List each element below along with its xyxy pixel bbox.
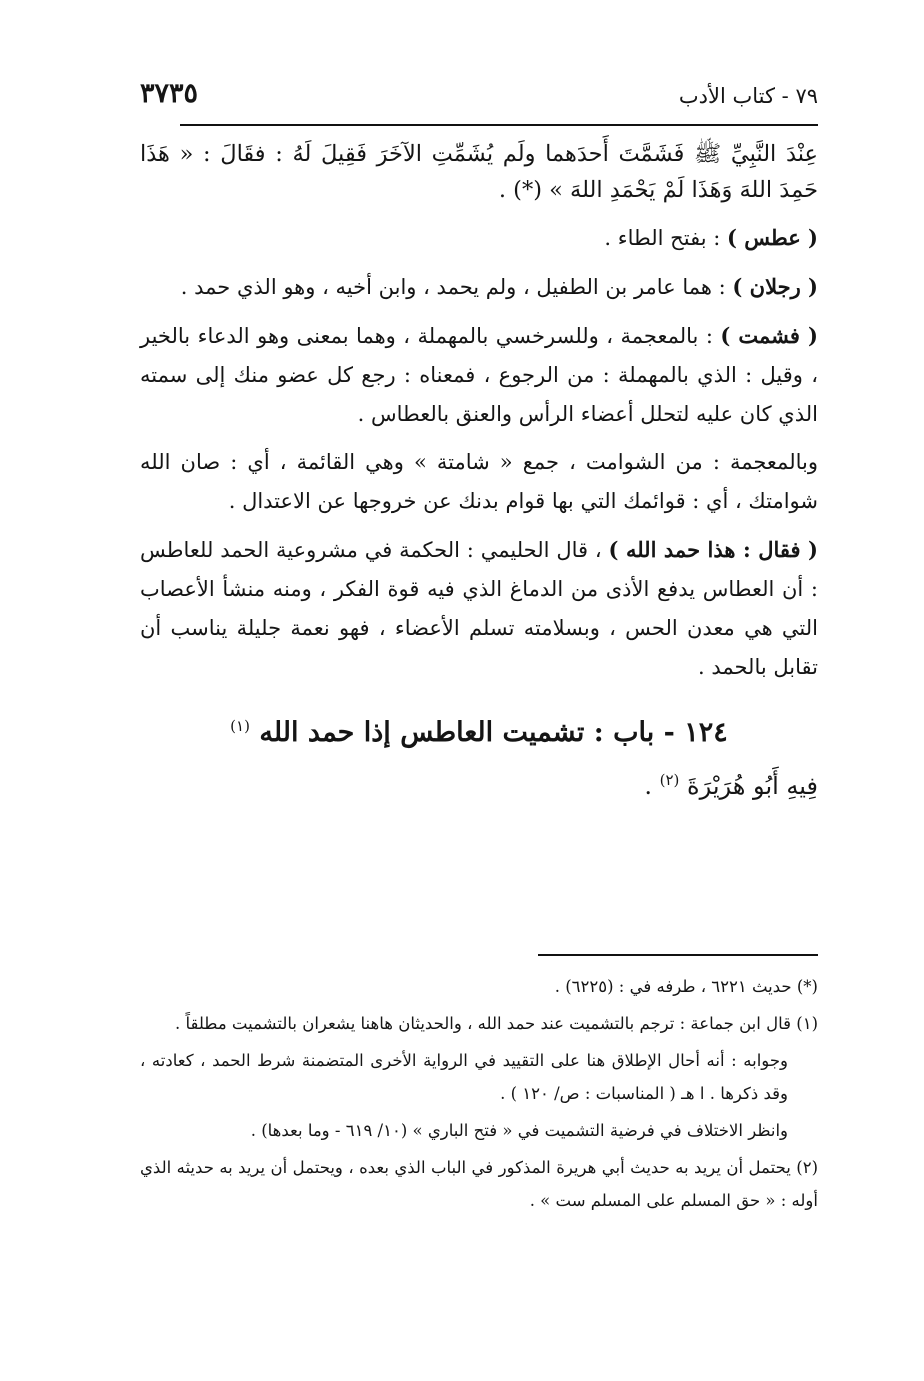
footnotes — [140, 970, 818, 1221]
commentary-text: : هما عامر بن الطفيل ، ولم يحمد ، وابن أخيه ، وهو الذي حمد . — [180, 275, 733, 299]
commentary-text: : بالمعجمة ، وللسرخسي بالمهملة ، وهما بمعنى وهو الدعاء بالخير ، وقيل : الذي بالمهملة : من الرجوع ، فمعناه : رجع كل عضو منك إلى سمته الذي كان عليه لتحلل أعضاء الرأس والعنق بالعطاس . — [140, 324, 818, 426]
chapter-sub-line: فِيهِ أَبُو هُرَيْرَةَ $^{(٢)}$ . — [644, 771, 818, 800]
footnote-1-continued: وجوابه : أنه أحال الإطلاق هنا على التقييد في الرواية الأخرى المتضمنة شرط الحمد ، كعادته ، وقد ذكرها . ا هـ ( المناسبات : ص/ ١٢٠ ) . — [140, 1051, 788, 1103]
commentary-paragraph — [140, 218, 818, 258]
commentary-paragraph: وبالمعجمة : من الشوامت ، جمع « شامتة » وهي القائمة ، أي : صان الله شوامتك ، أي : قوائمك التي بها قوام بدنك عن خروجها عن الاعتدال . — [140, 450, 818, 513]
running-chapter-title: ٧٩ - كتاب الأدب — [678, 84, 818, 108]
footnote-marker: (١) — [230, 717, 250, 735]
commentary-paragraph — [140, 267, 818, 307]
chapter-heading-text: ١٢٤ - باب : تشميت العاطس إذا حمد الله — [259, 717, 728, 748]
hadith-text: عِنْدَ النَّبِيِّ ﷺ فَشَمَّتَ أَحدَهما ولَم يُشَمِّتِ الآخَرَ فَقِيلَ لَهُ : فقَالَ : « هَذَا حَمِدَ اللهَ وَهَذَا لَمْ يَحْمَدِ اللهَ » (*) . — [140, 141, 818, 203]
footnote-marker: (٢) — [659, 771, 680, 789]
page-number: ٣٧٣٥ — [140, 78, 199, 109]
footnote-star: (*) حديث ٦٢٢١ ، طرفه في : (٦٢٢٥) . — [554, 977, 818, 996]
commentary-paragraph — [140, 316, 818, 434]
commentary-text: : بفتح الطاء . — [604, 226, 727, 250]
main-text — [140, 136, 818, 817]
commentary-paragraph — [140, 530, 818, 687]
footnote-divider — [538, 954, 818, 956]
page-header — [140, 78, 818, 118]
header-divider — [180, 124, 818, 126]
commentary-term: ( فقال : هذا حمد الله ) — [608, 537, 818, 562]
footnote-1: (١) قال ابن جماعة : ترجم بالتشميت عند حمد الله ، والحديثان هاهنا يشعران بالتشميت مطلقاً . — [174, 1014, 818, 1033]
footnote-1-continued: وانظر الاختلاف في فرضية التشميت في « فتح الباري » (١٠/ ٦١٩ - وما بعدها) . — [250, 1121, 788, 1140]
commentary-text: ، قال الحليمي : الحكمة في مشروعية الحمد للعاطس : أن العطاس يدفع الأذى من الدماغ الذي فيه قوة الفكر ، ومنه منشأ الأعصاب التي هي معدن الحس ، وبسلامته تسلم الأعضاء ، فهو نعمة جليلة يناسب أن تقابل بالحمد . — [140, 538, 818, 679]
chapter-heading — [140, 703, 818, 756]
footnote-2: (٢) يحتمل أن يريد به حديث أبي هريرة المذكور في الباب الذي بعده ، ويحتمل أن يريد به حديثه الذي أوله : « حق المسلم على المسلم ست » . — [140, 1158, 818, 1210]
narrator-text: فِيهِ أَبُو هُرَيْرَةَ — [687, 772, 818, 800]
commentary-term: ( فشمت ) — [720, 323, 818, 348]
commentary-term: ( رجلان ) — [732, 274, 818, 299]
commentary-term: ( عطس ) — [726, 225, 818, 250]
